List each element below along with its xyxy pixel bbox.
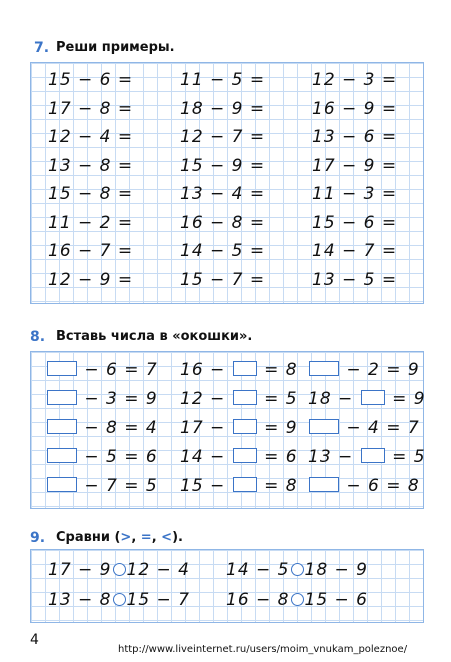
comparison-2 [226,560,368,580]
example-text: = 6 [257,447,298,467]
example-7-2-3: 12 − 7 = [180,127,266,147]
task-8-number: 8. [30,329,46,345]
example-7-2-6: 16 − 8 = [180,212,266,233]
example-text: − 3 = 9 [78,389,158,409]
example-8-1-5 [46,476,158,496]
answer-box[interactable] [309,361,339,376]
task-9-title: Сравни (>, =, <). [56,530,183,545]
example-text: − 6 = 8 [340,476,420,496]
example-text: 13 − [308,447,360,467]
example-7-1-7: 16 − 7 = [48,241,134,261]
example-7-2-4: 15 − 9 = [180,155,266,176]
example-7-3-2: 16 − 9 = [312,98,398,119]
task-8-title: Вставь числа в «окошки». [56,329,253,344]
example-text: = 5 [257,389,298,409]
comparison-right: 15 − 6 [304,590,368,610]
example-text: = 9 [385,389,426,409]
example-7-1-3: 12 − 4 = [48,127,134,147]
example-text: − 2 = 9 [340,360,420,380]
example-7-3-3: 13 − 6 = [312,127,398,147]
example-text: − 7 = 5 [78,476,158,496]
example-7-2-7: 14 − 5 = [180,241,266,261]
example-7-3-4: 17 − 9 = [312,155,398,176]
answer-box[interactable] [47,477,77,492]
answer-box[interactable] [361,390,385,405]
example-8-2-5 [180,476,298,496]
compare-circle[interactable] [113,593,126,606]
example-text: − 8 = 4 [78,418,158,438]
example-8-3-3 [308,418,420,438]
example-8-3-2 [308,389,426,409]
compare-circle[interactable] [291,593,304,606]
example-8-1-4 [46,447,158,467]
task-9-title-end: ). [172,530,183,545]
example-8-3-5 [308,476,420,496]
comparison-right: 15 − 7 [126,590,190,610]
comparison-3 [48,590,190,610]
example-text: 17 − [180,418,232,438]
example-text: = 9 [257,418,298,438]
example-text: − 4 = 7 [340,418,420,438]
example-7-1-6: 11 − 2 = [48,212,134,233]
sign-less: < [161,530,173,545]
example-8-2-1 [180,360,298,380]
task-7-title: Реши примеры. [56,40,175,55]
answer-box[interactable] [233,448,257,463]
task-7-number: 7. [34,40,50,56]
task-9-number: 9. [30,530,46,546]
example-text: 14 − [180,447,232,467]
example-7-1-1: 15 − 6 = [48,70,134,90]
example-8-2-2 [180,389,298,409]
example-text: − 5 = 6 [78,447,158,467]
sign-greater: > [120,530,132,545]
example-7-2-5: 13 − 4 = [180,184,266,204]
example-8-3-1 [308,360,420,380]
answer-box[interactable] [47,448,77,463]
answer-box[interactable] [309,419,339,434]
example-7-2-1: 11 − 5 = [180,70,266,90]
comparison-left: 16 − 8 [226,590,290,610]
compare-circle[interactable] [113,563,126,576]
task-9-title-start: Сравни ( [56,530,121,545]
answer-box[interactable] [233,419,257,434]
comparison-left: 17 − 9 [48,560,112,580]
page-number: 4 [30,632,39,648]
answer-box[interactable] [233,390,257,405]
answer-box[interactable] [47,390,77,405]
example-7-3-1: 12 − 3 = [312,70,398,90]
example-text: = 8 [257,360,298,380]
comparison-left: 14 − 5 [226,560,290,580]
example-7-1-4: 13 − 8 = [48,155,134,176]
example-text: 12 − [180,389,232,409]
example-text: 15 − [180,476,232,496]
example-7-1-8: 12 − 9 = [48,269,134,290]
answer-box[interactable] [47,419,77,434]
example-8-2-4 [180,447,298,467]
comparison-1 [48,560,190,580]
example-text: − 6 = 7 [78,360,158,380]
answer-box[interactable] [361,448,385,463]
answer-box[interactable] [233,477,257,492]
example-7-3-8: 13 − 5 = [312,269,398,290]
example-7-2-2: 18 − 9 = [180,98,266,119]
compare-circle[interactable] [291,563,304,576]
example-7-3-7: 14 − 7 = [312,241,398,261]
example-text: = 8 [257,476,298,496]
example-7-3-5: 11 − 3 = [312,184,398,204]
example-8-2-3 [180,418,298,438]
example-7-1-2: 17 − 8 = [48,98,134,119]
footer-url: http://www.liveinternet.ru/users/moim_vnukam_poleznoe/ [118,644,408,655]
comparison-left: 13 − 8 [48,590,112,610]
example-8-1-2 [46,389,158,409]
example-text: = 5 [385,447,426,467]
comparison-right: 18 − 9 [304,560,368,580]
comparison-right: 12 − 4 [126,560,190,580]
comparison-4 [226,590,368,610]
example-7-3-6: 15 − 6 = [312,212,398,233]
answer-box[interactable] [309,477,339,492]
example-8-1-3 [46,418,158,438]
example-text: 16 − [180,360,232,380]
answer-box[interactable] [233,361,257,376]
example-7-1-5: 15 − 8 = [48,184,134,204]
example-7-2-8: 15 − 7 = [180,269,266,290]
example-8-1-1 [46,360,158,380]
example-8-3-4 [308,447,426,467]
example-text: 18 − [308,389,360,409]
answer-box[interactable] [47,361,77,376]
sign-equal: = [140,530,152,545]
